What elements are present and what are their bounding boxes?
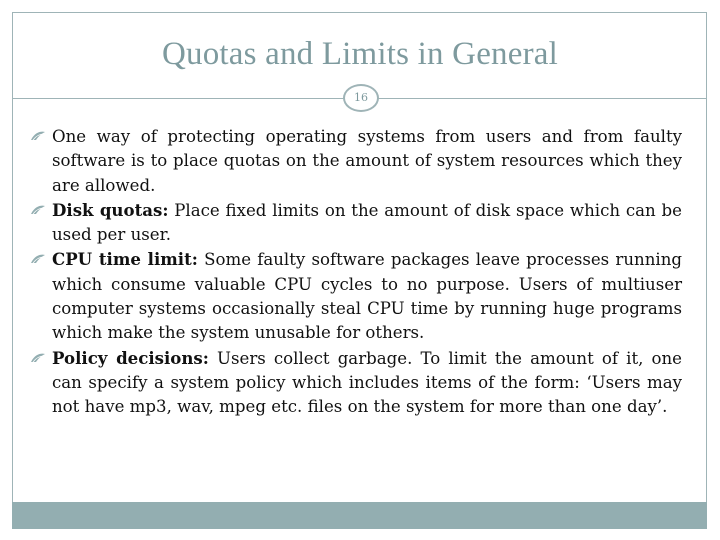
bullet-list [30, 124, 682, 420]
bullet-text: One way of protecting operating systems from users and from faulty software is to place quotas on the amount of system resources which they are allowed. [52, 127, 682, 195]
bullet-term: Policy decisions: [52, 347, 209, 368]
bullet-term: CPU time limit: [52, 249, 198, 270]
bullet-item [30, 247, 682, 345]
page-number-badge: 16 [343, 84, 379, 112]
bullet-text: Users collect garbage. To limit the amount of it, one can specify a system policy which includes items of the form: ‘Users may not have mp3, wav, mpeg etc. files on the system for more than one day’. [52, 348, 682, 417]
bullet-item [30, 124, 682, 198]
bullet-item [30, 346, 682, 420]
wing-bullet-icon [30, 130, 46, 142]
bullet-item [30, 198, 682, 248]
wing-bullet-icon [30, 352, 46, 364]
wing-bullet-icon [30, 253, 46, 265]
footer-bar [12, 502, 707, 529]
bullet-text: Some faulty software packages leave processes running which consume valuable CPU cycles to no purpose. Users of multiuser computer systems occasionally steal CPU time by running huge programs which make the system unusable for others. [52, 250, 682, 343]
bullet-text: Place fixed limits on the amount of disk space which can be used per user. [52, 200, 682, 245]
bullet-term: Disk quotas: [52, 199, 169, 220]
wing-bullet-icon [30, 204, 46, 216]
slide-title: Quotas and Limits in General [161, 36, 558, 72]
